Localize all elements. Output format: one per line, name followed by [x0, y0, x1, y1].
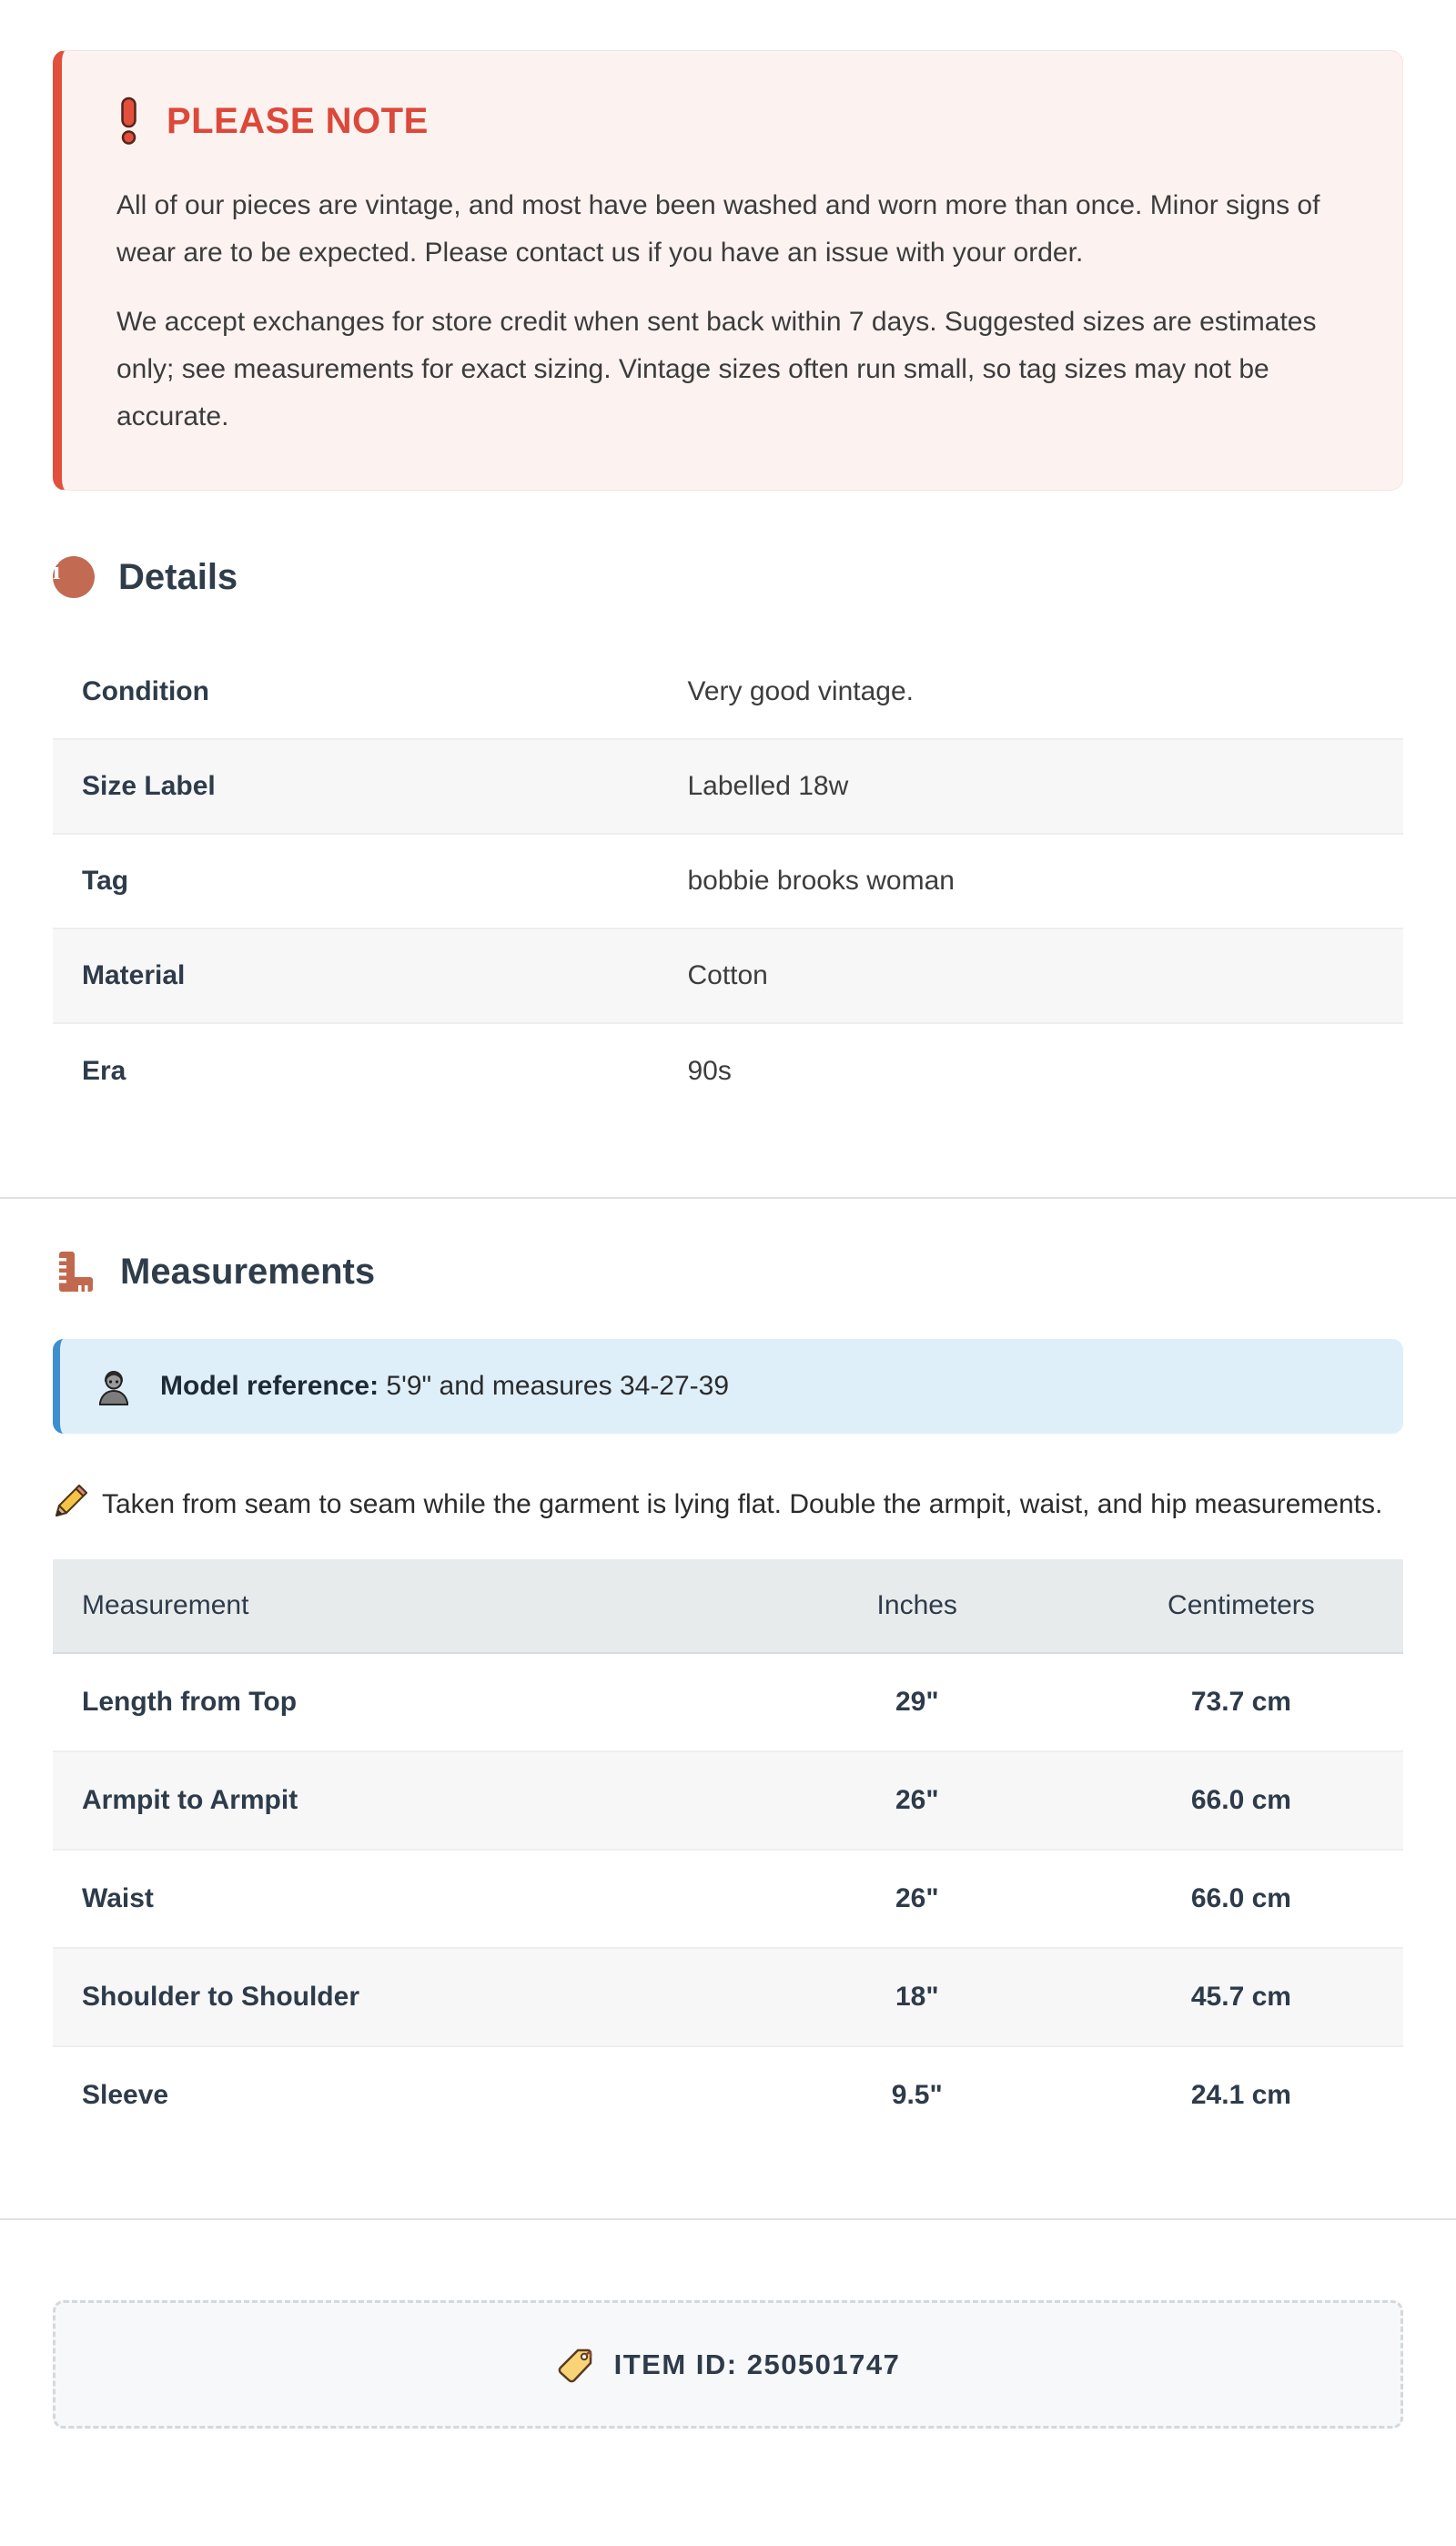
measurement-name: Armpit to Armpit	[53, 1751, 755, 1850]
details-row-value: Very good vintage.	[687, 676, 914, 706]
measurement-inches: 29"	[755, 1653, 1079, 1751]
measurements-header-row	[53, 1559, 1403, 1653]
product-info-page	[0, 50, 1456, 2546]
details-row-value: Cotton	[687, 960, 768, 990]
measurement-cm: 73.7 cm	[1079, 1653, 1403, 1751]
measurement-cm: 24.1 cm	[1190, 2080, 1291, 2110]
details-row-label: Era	[82, 1056, 126, 1086]
details-row-value: bobbie brooks woman	[687, 866, 955, 896]
measurement-cm: 45.7 cm	[1079, 1948, 1403, 2046]
please-note-box	[53, 50, 1403, 491]
table-row	[53, 1653, 1403, 1751]
details-row	[53, 1024, 1403, 1119]
section-divider	[0, 1197, 1456, 1199]
details-row	[53, 645, 1403, 740]
item-id-box	[53, 2300, 1403, 2429]
details-row-label: Material	[82, 960, 186, 990]
model-reference-callout	[53, 1339, 1403, 1434]
note-paragraph: We accept exchanges for store credit when sent back within 7 days. Suggested sizes are estimates only; see measurements for exact sizing. Vintage sizes often run small, so tag sizes may not be accurate.	[116, 307, 1317, 431]
item-id-text: ITEM ID: 250501747	[613, 2348, 901, 2380]
table-row	[53, 2046, 1403, 2144]
exclamation-icon	[116, 96, 141, 146]
table-row	[53, 1751, 1403, 1850]
table-row	[53, 1948, 1403, 2046]
details-row	[53, 740, 1403, 835]
model-reference-value: 5'9" and measures 34-27-39	[386, 1371, 730, 1401]
measurement-name: Sleeve	[82, 2080, 169, 2110]
details-row-value: 90s	[687, 1056, 732, 1086]
details-row	[53, 929, 1403, 1024]
measurements-table-head	[53, 1559, 1403, 1653]
measurement-inches: 9.5"	[891, 2080, 943, 2110]
measurement-cm: 66.0 cm	[1079, 1751, 1403, 1850]
measurement-inches: 26"	[755, 1751, 1079, 1850]
note-paragraph: All of our pieces are vintage, and most have been washed and worn more than once. Minor signs of wear are to be expected. Please contact us if you have an issue with your order.	[116, 190, 1320, 268]
measurement-method-note	[53, 1481, 1400, 1528]
pencil-icon	[53, 1483, 89, 1519]
measurement-inches: 18"	[755, 1948, 1079, 2046]
tag-icon	[556, 2346, 594, 2384]
details-row	[53, 835, 1403, 929]
measurements-table	[53, 1559, 1403, 2144]
column-header-inches: Inches	[755, 1559, 1079, 1653]
content-container	[0, 50, 1456, 1119]
person-bust-icon	[93, 1365, 135, 1407]
details-section-title: Details	[118, 556, 238, 597]
table-row	[53, 1850, 1403, 1948]
details-table	[53, 645, 1403, 1119]
details-section-header	[53, 556, 1403, 598]
measurements-container	[0, 1250, 1456, 2144]
measurement-inches: 26"	[755, 1850, 1079, 1948]
model-reference-label: Model reference:	[160, 1371, 379, 1401]
measurements-table-body	[53, 1653, 1403, 2144]
measurement-name: Waist	[53, 1850, 755, 1948]
measurement-name: Shoulder to Shoulder	[53, 1948, 755, 2046]
details-row-label: Condition	[82, 676, 209, 706]
please-note-header	[116, 96, 1346, 146]
measurement-name: Length from Top	[53, 1653, 755, 1751]
details-row-value: Labelled 18w	[687, 771, 849, 801]
column-header-centimeters: Centimeters	[1079, 1559, 1403, 1653]
footer-container	[0, 2300, 1456, 2429]
ruler-icon	[53, 1250, 96, 1293]
measurements-section-title: Measurements	[120, 1251, 376, 1292]
measurement-cm: 66.0 cm	[1079, 1850, 1403, 1948]
please-note-title: PLEASE NOTE	[167, 100, 429, 141]
section-divider	[0, 2218, 1456, 2220]
measurements-section-header	[53, 1250, 1403, 1293]
info-icon: i	[53, 556, 95, 598]
model-reference-text	[160, 1371, 729, 1402]
details-row-label: Size Label	[82, 771, 216, 801]
details-row-label: Tag	[82, 866, 129, 896]
column-header-measurement: Measurement	[53, 1559, 755, 1653]
method-note-text: Taken from seam to seam while the garment is lying flat. Double the armpit, waist, and hip measurements.	[102, 1489, 1383, 1519]
